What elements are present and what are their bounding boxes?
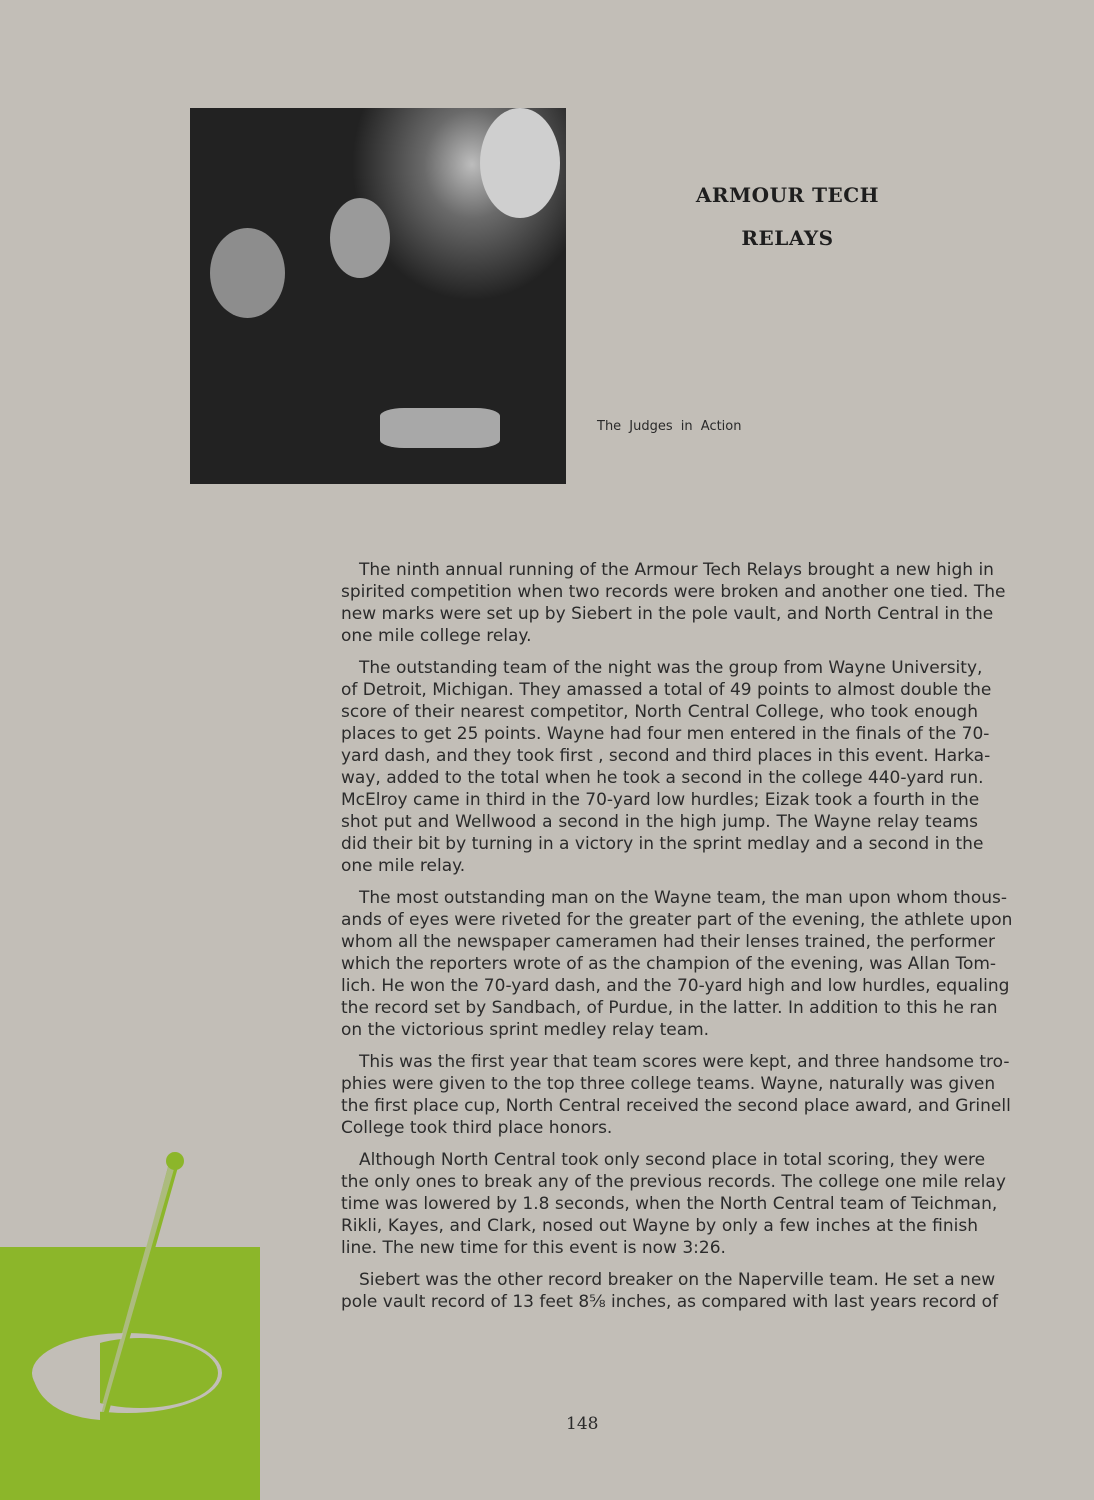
page-number: 148 [566, 1414, 599, 1434]
text-line: places to get 25 points. Wayne had four men entered in the finals of the 70- [341, 724, 990, 744]
text-line: one mile college relay. [341, 626, 532, 646]
text-line: pole vault record of 13 feet 8⅝ inches, as compared with last years record of [341, 1292, 999, 1312]
page-title-line2: RELAYS [741, 226, 834, 250]
text-line: the only ones to break any of the previous records. The college one mile relay [341, 1172, 1006, 1192]
text-line: way, added to the total when he took a second in the college 440-yard run. [341, 768, 984, 788]
text-line: spirited competition when two records were broken and another one tied. The [341, 582, 1006, 602]
text-line: Siebert was the other record breaker on the Naperville team. He set a new [359, 1270, 996, 1290]
text-line: which the reporters wrote of as the champion of the evening, was Allan Tom- [341, 954, 997, 974]
text-line: Rikli, Kayes, and Clark, nosed out Wayne by only a few inches at the finish [341, 1216, 978, 1236]
text-line: This was the first year that team scores were kept, and three handsome tro- [359, 1052, 1010, 1072]
page-title-line1: ARMOUR TECH [695, 183, 880, 207]
article-paragraph [341, 887, 1013, 1041]
text-line: did their bit by turning in a victory in the sprint medlay and a second in the [341, 834, 984, 854]
text-line: McElroy came in third in the 70-yard low hurdles; Eizak took a fourth in the [341, 790, 980, 810]
text-line: The outstanding team of the night was the group from Wayne University, [359, 658, 983, 678]
text-line: College took third place honors. [341, 1118, 613, 1138]
pole-vault-emblem-icon [0, 1140, 280, 1500]
text-line: one mile relay. [341, 856, 466, 876]
article-paragraph [341, 1149, 1006, 1259]
text-line: the record set by Sandbach, of Purdue, in the latter. In addition to this he ran [341, 998, 998, 1018]
text-line: line. The new time for this event is now 3:26. [341, 1238, 726, 1258]
text-line: The most outstanding man on the Wayne team, the man upon whom thous- [359, 888, 1007, 908]
article-body [341, 559, 1013, 1323]
text-line: whom all the newspaper cameramen had their lenses trained, the performer [341, 932, 996, 952]
text-line: yard dash, and they took first , second and third places in this event. Harka- [341, 746, 991, 766]
photo-caption: The Judges in Action [597, 419, 742, 434]
text-line: ands of eyes were riveted for the greater part of the evening, the athlete upon [341, 910, 1013, 930]
judges-photo [190, 108, 566, 484]
text-line: lich. He won the 70-yard dash, and the 70-yard high and low hurdles, equaling [341, 976, 1010, 996]
text-line: Although North Central took only second place in total scoring, they were [359, 1150, 986, 1170]
text-line: shot put and Wellwood a second in the high jump. The Wayne relay teams [341, 812, 978, 832]
text-line: of Detroit, Michigan. They amassed a total of 49 points to almost double the [341, 680, 992, 700]
text-line: the first place cup, North Central received the second place award, and Grinell [341, 1096, 1011, 1116]
text-line: on the victorious sprint medley relay team. [341, 1020, 710, 1040]
article-paragraph [341, 1269, 999, 1313]
text-line: new marks were set up by Siebert in the pole vault, and North Central in the [341, 604, 994, 624]
text-line: score of their nearest competitor, North Central College, who took enough [341, 702, 978, 722]
article-paragraph [341, 1051, 1011, 1139]
text-line: The ninth annual running of the Armour Tech Relays brought a new high in [359, 560, 994, 580]
article-paragraph [341, 657, 992, 877]
text-line: time was lowered by 1.8 seconds, when the North Central team of Teichman, [341, 1194, 998, 1214]
text-line: phies were given to the top three college teams. Wayne, naturally was given [341, 1074, 996, 1094]
article-paragraph [341, 559, 1006, 647]
